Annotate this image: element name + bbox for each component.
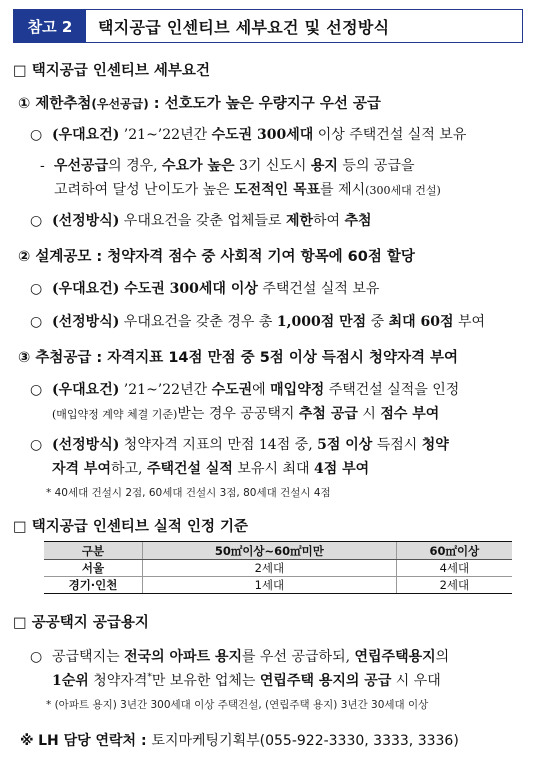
text: 득점시	[372, 437, 422, 453]
text: 시 우대	[391, 673, 441, 689]
table-cell: 경기·인천	[44, 577, 143, 594]
box-bullet: □	[13, 63, 27, 79]
bold-text: 도전적인 목표	[234, 182, 321, 198]
bold-text: 수요가 높은	[162, 158, 235, 174]
reference-tag: 참고 2	[14, 10, 86, 42]
section-incentive-requirements	[13, 59, 210, 80]
dash-bullet: -	[40, 158, 45, 174]
box-bullet: □	[13, 519, 27, 535]
circle-bullet: ○	[30, 127, 43, 143]
item-number: ②	[18, 249, 31, 265]
text: 를 제시	[320, 182, 366, 198]
table-row	[44, 577, 512, 594]
small-text: (300세대 건설)	[365, 184, 441, 197]
text: 중	[366, 314, 389, 330]
circle-bullet: ○	[30, 281, 43, 297]
separator: :	[136, 733, 152, 749]
text: 주택건설 실적 보유	[257, 281, 380, 297]
small-text: (매입약정 계약 체결 기준)	[52, 408, 178, 421]
item-1-heading	[18, 92, 381, 113]
footnote-mark: *	[147, 672, 152, 683]
bold-text: 4점 부여	[313, 461, 370, 477]
label: (선정방식)	[52, 437, 120, 453]
bold-text: 연립주택용지	[354, 649, 436, 665]
text: 청약자격	[88, 673, 148, 689]
label: (우대요건)	[52, 127, 120, 143]
item-2-heading	[18, 245, 415, 266]
item-3-heading	[18, 346, 458, 367]
bold-text: 제한	[285, 213, 313, 229]
item-3-requirement	[30, 379, 459, 399]
page-header	[13, 9, 523, 43]
section-title: 공공택지 공급용지	[31, 615, 149, 631]
text: 청약자격 지표의 만점 14점 중,	[119, 437, 318, 453]
item-head-rest: : 선호도가 높은 우량지구 우선 공급	[148, 96, 381, 112]
table-header-row	[44, 542, 512, 560]
bold-text: 자격 부여	[52, 461, 111, 477]
table-cell: 1세대	[143, 577, 397, 594]
bold-text: 추첨 공급	[298, 406, 358, 422]
text: 시	[357, 406, 381, 422]
circle-bullet: ○	[30, 649, 43, 665]
bold-text: 1,000점 만점	[276, 314, 367, 330]
text: 만 보유한 업체는	[151, 673, 260, 689]
column-header: 구분	[44, 542, 143, 560]
table-cell: 2세대	[396, 577, 512, 594]
column-header: 60㎡이상	[396, 542, 512, 560]
footnote: * 40세대 건설시 2점, 60세대 건설시 3점, 80세대 건설시 4점	[46, 487, 331, 499]
bold-text: 1순위	[52, 673, 89, 689]
bold-text: 청약	[421, 437, 449, 453]
page-title: 택지공급 인센티브 세부요건 및 선정방식	[98, 17, 390, 37]
text: 우대요건을 갖춘 경우 총	[119, 314, 277, 330]
item-1-detail	[40, 155, 415, 175]
text: 고려하여 달성 난이도가 높은	[54, 182, 235, 198]
text: 보유시 최대	[232, 461, 314, 477]
text: 받는 경우 공공택지	[177, 406, 299, 422]
reference-mark: ※	[20, 733, 34, 749]
bold-text: 주택건설 실적	[146, 461, 233, 477]
item-3-requirement-cont	[52, 403, 439, 423]
circle-bullet: ○	[30, 213, 43, 229]
item-2-requirement	[30, 278, 379, 298]
item-number: ①	[18, 96, 31, 112]
table-cell: 4세대	[396, 560, 512, 577]
text: ’21~’22년간	[119, 382, 212, 398]
text: 를 우선 공급하되,	[242, 649, 355, 665]
text: 등의 공급을	[337, 158, 415, 174]
item-1-detail-cont	[54, 179, 441, 199]
label: (우대요건)	[52, 382, 120, 398]
text: 공급택지는	[52, 649, 125, 665]
bold-text: 최대 60점	[388, 314, 454, 330]
table-row	[44, 560, 512, 577]
bold-text: 용지	[310, 158, 338, 174]
item-3-selection-cont	[52, 458, 369, 478]
section-title: 택지공급 인센티브 세부요건	[31, 63, 210, 79]
bold-text: 수도권 300세대 이상	[119, 281, 258, 297]
bold-text: 매입약정	[270, 382, 325, 398]
label: (선정방식)	[52, 314, 120, 330]
item-head: 설계공모 : 청약자격 점수 중 사회적 기여 항목에 60점 할당	[35, 249, 415, 265]
text: 하고,	[110, 461, 147, 477]
item-head-small: (우선공급)	[91, 97, 149, 111]
text: 부여	[453, 314, 486, 330]
circle-bullet: ○	[30, 437, 43, 453]
section-title: 택지공급 인센티브 실적 인정 기준	[31, 519, 249, 535]
item-number: ③	[18, 350, 31, 366]
bold-text: 우선공급	[54, 158, 109, 174]
table-cell: 2세대	[143, 560, 397, 577]
table-cell: 서울	[44, 560, 143, 577]
item-2-selection	[30, 311, 485, 331]
supply-land-line-1	[30, 646, 449, 666]
column-header: 50㎡이상~60㎡미만	[143, 542, 397, 560]
text: 우대요건을 갖춘 업체들로	[119, 213, 286, 229]
text: 3기 신도시	[234, 158, 311, 174]
bold-text: 추첨	[344, 213, 372, 229]
circle-bullet: ○	[30, 382, 43, 398]
criteria-table	[44, 541, 512, 594]
circle-bullet: ○	[30, 314, 43, 330]
bold-text: 연립주택 용지의 공급	[259, 673, 392, 689]
box-bullet: □	[13, 615, 27, 631]
bold-text: 수도권	[211, 382, 253, 398]
bold-text: 전국의 아파트 용지	[124, 649, 243, 665]
text: 의 경우,	[108, 158, 163, 174]
section-supply-land	[13, 611, 149, 632]
section-performance-criteria	[13, 515, 248, 536]
text: 의	[435, 649, 450, 665]
contact-value: 토지마케팅기획부(055-922-3330, 3333, 3336)	[151, 733, 459, 749]
text: 하여	[313, 213, 345, 229]
text: 에	[252, 382, 271, 398]
supply-land-line-2	[52, 670, 441, 690]
text: ’21~’22년간	[119, 127, 212, 143]
text: 이상 주택건설 실적 보유	[313, 127, 467, 143]
bold-text: 수도권 300세대	[211, 127, 314, 143]
item-1-selection	[30, 210, 372, 230]
item-head: 제한추첨	[35, 96, 92, 112]
contact-line	[20, 730, 459, 750]
label: (선정방식)	[52, 213, 120, 229]
bold-text: 점수 부여	[380, 406, 440, 422]
label: (우대요건)	[52, 281, 120, 297]
footnote: * (아파트 용지) 3년간 300세대 이상 주택건설, (연립주택 용지) 3년간 30세대 이상	[46, 699, 429, 711]
contact-label: LH 담당 연락처	[38, 733, 137, 749]
item-head: 추첨공급 : 자격지표 14점 만점 중 5점 이상 득점시 청약자격 부여	[35, 350, 459, 366]
item-1-requirement	[30, 124, 466, 144]
bold-text: 5점 이상	[317, 437, 373, 453]
item-3-selection	[30, 434, 449, 454]
text: 주택건설 실적을 인정	[324, 382, 460, 398]
